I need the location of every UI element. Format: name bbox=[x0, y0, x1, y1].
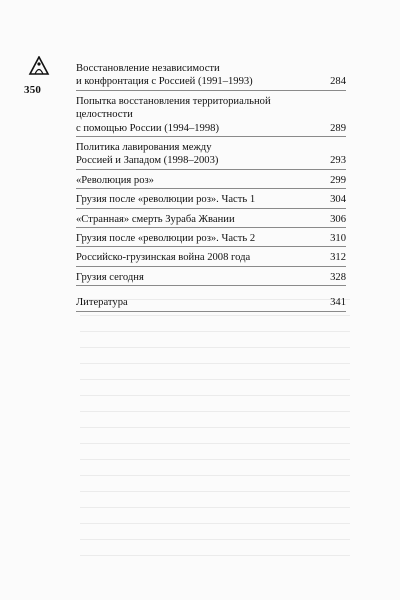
toc-entry-page: 299 bbox=[330, 174, 346, 186]
toc-entry-page: 312 bbox=[330, 252, 346, 264]
toc-entry-title: «Революция роз» bbox=[76, 174, 154, 186]
toc-entry-title: «Странная» смерть Зураба Жвании bbox=[76, 213, 235, 225]
page-number: 350 bbox=[24, 84, 42, 96]
bleed-through-text bbox=[80, 290, 350, 570]
table-of-contents bbox=[76, 62, 346, 316]
toc-entry-page: 289 bbox=[330, 122, 346, 134]
toc-entry[interactable] bbox=[76, 95, 346, 137]
toc-entry[interactable] bbox=[76, 62, 346, 91]
toc-entry[interactable] bbox=[76, 251, 346, 266]
toc-entry-title: Грузия после «революции роз». Часть 1 bbox=[76, 194, 256, 206]
toc-entry-title: Грузия сегодня bbox=[76, 271, 144, 283]
toc-entry-page: 304 bbox=[330, 194, 346, 206]
toc-entry-title: Российско-грузинская война 2008 года bbox=[76, 252, 251, 264]
toc-entry-title: Грузия после «революции роз». Часть 2 bbox=[76, 233, 256, 245]
toc-entry-title: Попытка восстановления территориальной целостности с помощью России (1994–1998) bbox=[76, 95, 271, 134]
mountain-logo-icon bbox=[28, 56, 50, 76]
toc-entry[interactable] bbox=[76, 193, 346, 208]
toc-entry-page: 328 bbox=[330, 271, 346, 283]
toc-entry-title: Литература bbox=[76, 297, 128, 309]
toc-entry-literature[interactable] bbox=[76, 296, 346, 311]
toc-entry-title: Политика лавирования между Россией и Западом (1998–2003) bbox=[76, 142, 219, 167]
toc-entry-title: Восстановление независимости и конфронтация с Россией (1991–1993) bbox=[76, 63, 253, 88]
toc-entry[interactable] bbox=[76, 232, 346, 247]
toc-entry-page: 293 bbox=[330, 155, 346, 167]
toc-entry-page: 306 bbox=[330, 213, 346, 225]
toc-entry[interactable] bbox=[76, 213, 346, 228]
toc-entry-page: 310 bbox=[330, 233, 346, 245]
toc-entry-page: 284 bbox=[330, 76, 346, 88]
toc-entry-page: 341 bbox=[330, 297, 346, 309]
toc-entry[interactable] bbox=[76, 141, 346, 170]
toc-entry[interactable] bbox=[76, 174, 346, 189]
toc-entry[interactable] bbox=[76, 271, 346, 286]
